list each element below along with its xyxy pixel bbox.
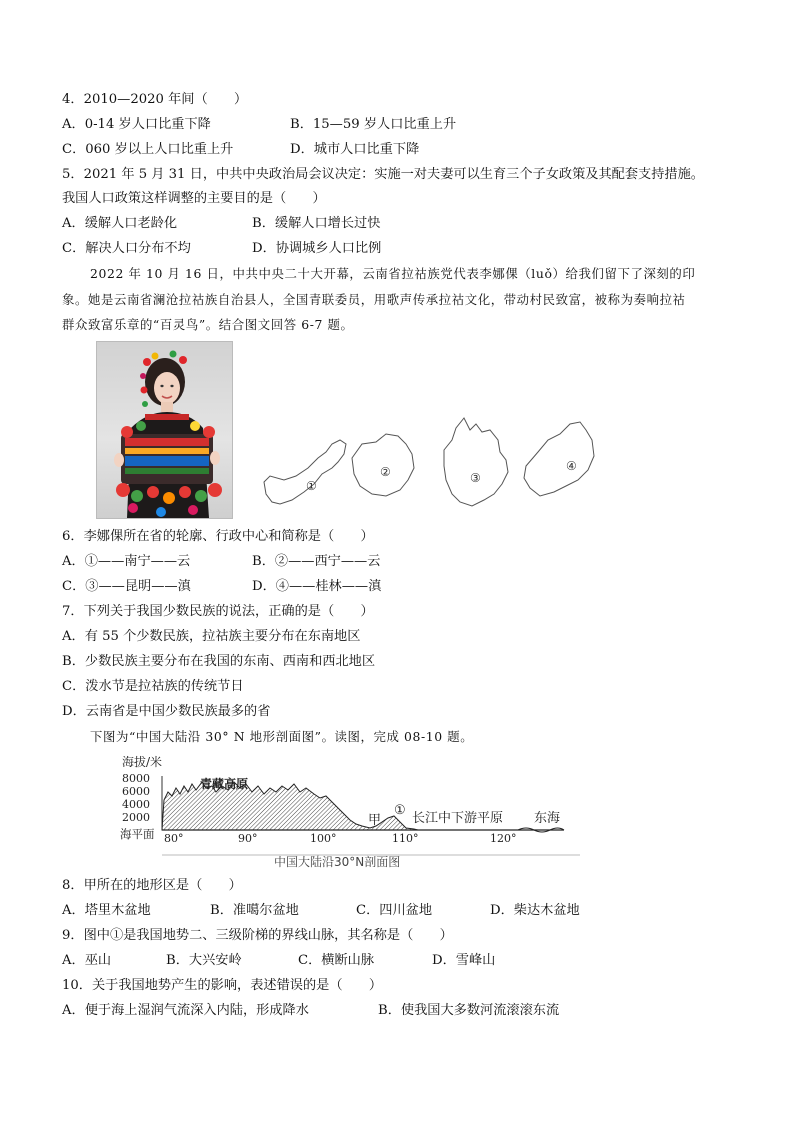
- q8-option-a[interactable]: A．塔里木盆地: [62, 903, 151, 918]
- province-outline-maps: [260, 410, 600, 524]
- q4-option-d[interactable]: D．城市人口比重下降: [290, 142, 420, 157]
- delegate-photo: [96, 341, 233, 519]
- map-label-4: ④: [566, 459, 577, 473]
- q9-option-a[interactable]: A．巫山: [62, 953, 112, 968]
- q6-option-c[interactable]: C．③——昆明——滇: [62, 579, 191, 594]
- profile-circle-1-label: ①: [394, 803, 406, 818]
- map-outline-3: [444, 418, 508, 506]
- profile-caption: 中国大陆沿30°N剖面图: [274, 855, 401, 869]
- q5-option-d[interactable]: D．协调城乡人口比例: [252, 241, 382, 256]
- profile-plateau-label: 青藏高原: [200, 777, 249, 791]
- q6-option-a[interactable]: A．①——南宁——云: [62, 554, 191, 569]
- q5-option-c[interactable]: C．解决人口分布不均: [62, 241, 191, 256]
- profile-plain-label: 长江中下游平原: [412, 811, 504, 826]
- q9-stem: 9．图中①是我国地势二、三级阶梯的界线山脉，其名称是（ ）: [62, 928, 453, 943]
- profile-ytick-2000: 2000: [122, 811, 150, 824]
- profile-ytick-6000: 6000: [122, 785, 150, 798]
- q5-option-a[interactable]: A．缓解人口老龄化: [62, 216, 178, 231]
- profile-xtick-90: 90°: [238, 832, 258, 845]
- profile-intro: 下图为“中国大陆沿 30° N 地形剖面图”。读图，完成 08-10 题。: [90, 729, 474, 744]
- profile-xtick-100: 100°: [310, 832, 337, 845]
- q9-option-d[interactable]: D．雪峰山: [432, 953, 496, 968]
- q8-option-c[interactable]: C．四川盆地: [356, 903, 433, 918]
- q7-option-c[interactable]: C．泼水节是拉祜族的传统节日: [62, 679, 244, 694]
- q4-option-a[interactable]: A．0-14 岁人口比重下降: [62, 117, 211, 132]
- q6-option-b[interactable]: B．②——西宁——云: [252, 554, 381, 569]
- q9-option-c[interactable]: C．横断山脉: [298, 953, 375, 968]
- delegate-illustration: [97, 342, 232, 518]
- map-outline-4: [524, 422, 594, 496]
- q9-option-b[interactable]: B．大兴安岭: [166, 953, 242, 968]
- profile-jia-label: 甲: [368, 813, 382, 828]
- profile-xtick-120: 120°: [490, 832, 517, 845]
- q10-option-b[interactable]: B．使我国大多数河流滚滚东流: [378, 1003, 560, 1018]
- passage-line3: 群众致富乐章的“百灵鸟”。结合图文回答 6-7 题。: [62, 317, 354, 332]
- q7-stem: 7．下列关于我国少数民族的说法，正确的是（ ）: [62, 604, 374, 619]
- q6-option-d[interactable]: D．④——桂林——滇: [252, 579, 382, 594]
- q10-stem: 10．关于我国地势产生的影响，表述错误的是（ ）: [62, 978, 383, 993]
- profile-ytick-4000: 4000: [122, 798, 150, 811]
- map-label-2: ②: [380, 465, 391, 479]
- profile-ylabel: 海拔/米: [122, 755, 163, 769]
- profile-xtick-110: 110°: [392, 832, 419, 845]
- q5-stem-line2: 我国人口政策这样调整的主要目的是（ ）: [62, 191, 326, 206]
- profile-ytick-8000: 8000: [122, 772, 150, 785]
- q7-option-d[interactable]: D．云南省是中国少数民族最多的省: [62, 704, 271, 719]
- q8-option-d[interactable]: D．柴达木盆地: [490, 903, 580, 918]
- q10-option-a[interactable]: A．便于海上湿润气流深入内陆，形成降水: [62, 1003, 309, 1018]
- q4-stem: 4．2010—2020 年间（ ）: [62, 92, 248, 107]
- profile-sea-label: 东海: [534, 811, 561, 826]
- q6-stem: 6．李娜倮所在省的轮廓、行政中心和简称是（ ）: [62, 529, 374, 544]
- profile-xtick-80: 80°: [164, 832, 184, 845]
- q7-option-b[interactable]: B．少数民族主要分布在我国的东南、西南和西北地区: [62, 654, 376, 669]
- passage-line1: 2022 年 10 月 16 日，中共中央二十大开幕，云南省拉祜族党代表李娜倮（luǒ）给我们留下了深刻的印: [90, 266, 696, 281]
- q4-option-b[interactable]: B．15—59 岁人口比重上升: [290, 117, 457, 132]
- q5-option-b[interactable]: B．缓解人口增长过快: [252, 216, 381, 231]
- map-label-3: ③: [470, 471, 481, 485]
- map-outline-1: [264, 440, 346, 504]
- map-label-1: ①: [306, 479, 317, 493]
- profile-sea-level-label: 海平面: [120, 827, 155, 841]
- q4-option-c[interactable]: C．060 岁以上人口比重上升: [62, 142, 234, 157]
- q7-option-a[interactable]: A．有 55 个少数民族，拉祜族主要分布在东南地区: [62, 629, 361, 644]
- q5-stem-line1: 5．2021 年 5 月 31 日，中共中央政治局会议决定：实施一对夫妻可以生育三个子女政策及其配套支持措施。: [62, 167, 704, 182]
- q8-stem: 8．甲所在的地形区是（ ）: [62, 878, 242, 893]
- q8-option-b[interactable]: B．准噶尔盆地: [210, 903, 299, 918]
- terrain-profile-figure: [118, 752, 588, 874]
- passage-line2: 象。她是云南省澜沧拉祜族自治县人，全国青联委员，用歌声传承拉祜文化，带动村民致富，被称为奏响拉祜: [62, 292, 686, 307]
